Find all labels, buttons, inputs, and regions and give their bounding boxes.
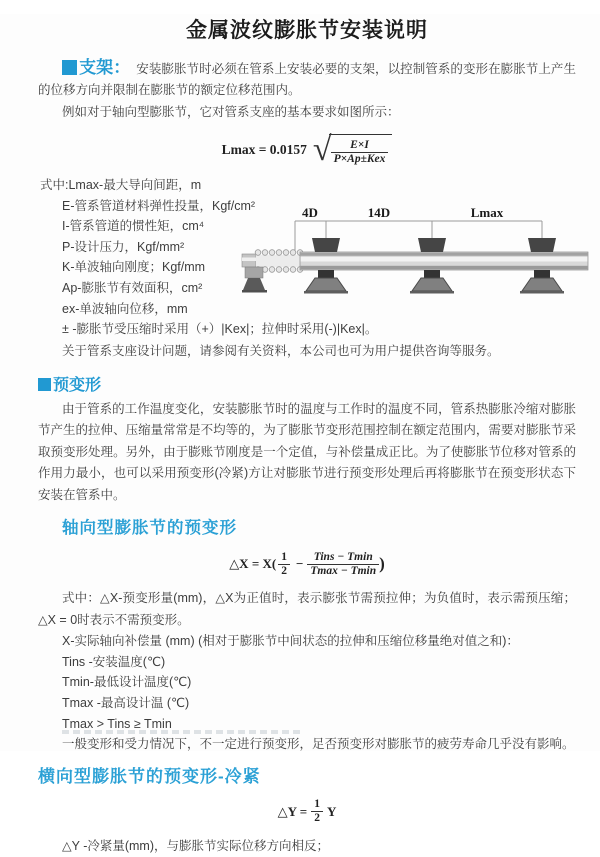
predeform-heading-label: 预变形 <box>53 376 102 394</box>
definition-item: I-管系管道的惯性矩，cm⁴ <box>62 219 205 234</box>
formula-dx-operator: − <box>295 556 304 572</box>
support-intro-text: 安装膨胀节时必须在管系上安装必要的支架，以控制管系的变形在膨胀节上产生的位移方向并限制在膨胀节的额定位移范围内。 <box>38 62 576 97</box>
predeform-section-heading <box>38 372 576 395</box>
definition-item: P-设计压力，Kgf/mm² <box>62 239 185 254</box>
dimension-label: Lmax <box>470 205 504 220</box>
page-title: 金属波纹膨胀节安装说明 <box>186 19 428 42</box>
cutoff-text-sliver <box>62 730 302 734</box>
pipe <box>300 252 588 270</box>
formula-dx-frac-num: Tins − Tmin <box>313 550 373 563</box>
dimension-label: 4D <box>302 205 318 220</box>
note-item: X-实际轴向补偿量 (mm) (相对于膨胀节中间状态的拉伸和压缩位移量绝对值之和)： <box>62 634 519 649</box>
definition-item: ex-单波轴向位移，mm <box>62 301 188 316</box>
formula-dx-half-den: 2 <box>278 564 290 578</box>
support-intro-paragraph <box>38 57 576 101</box>
support-note-line: 关于管系支座设计问题，请参阅有关资料，本公司也可为用户提供咨询等服务。 <box>62 343 500 358</box>
note-item: 一般变形和受力情况下，不一定进行预变形，足否预变形对膨胀节的疲劳寿命几乎没有影响。 <box>62 737 575 752</box>
support-example-line: 例如对于轴向型膨胀节，它对管系支座的基本要求如图所示： <box>62 105 400 119</box>
document-page <box>0 14 600 853</box>
pipe-stub <box>242 254 256 267</box>
pipe-support <box>242 267 267 293</box>
dimension-label: 14D <box>367 205 391 220</box>
formula-dx-half-num: 1 <box>281 550 287 563</box>
formula-lmax-radicand <box>329 134 393 166</box>
formula-lmax-denominator: P×Ap±Kex <box>331 152 389 166</box>
definition-item: 式中:Lmax-最大导向间距，m <box>40 178 202 192</box>
definition-item: E-管系管道材料弹性投量，Kgf/cm² <box>62 198 256 213</box>
definition-item: ± -膨胀节受压缩时采用（+）|Kex|；拉伸时采用(-)|Kex|。 <box>62 322 378 337</box>
definition-item: K-单波轴向刚度；Kgf/mm <box>62 260 206 275</box>
support-heading-label: 支架： <box>79 58 131 77</box>
formula-delta-x <box>38 547 576 581</box>
formula-dy-num: 1 <box>314 798 320 811</box>
formula-lmax-numerator: E×I <box>350 139 369 151</box>
axial-legend-paragraph: 式中：△X-预变形量(mm)，△X为正值时，表示膨张节需预拉伸；为负值时，表示需预压缩；△X = 0时表示不需预变形。 <box>38 591 576 627</box>
lateral-subsection-heading: 横向型膨胀节的预变形-冷紧 <box>38 766 261 786</box>
radical-sign: √ <box>312 131 332 168</box>
formula-dy-den: 2 <box>311 811 323 825</box>
formula-dx-rhs: ) <box>379 554 385 574</box>
formula-delta-y <box>38 797 576 827</box>
formula-lmax <box>38 130 576 170</box>
section-marker-icon <box>38 378 51 391</box>
formula-lmax-lhs: Lmax = 0.0157 <box>221 142 307 157</box>
definition-item: Ap-膨胀节有效面积，cm² <box>62 280 203 295</box>
axial-subsection-heading: 轴向型膨胀节的预变形 <box>62 519 237 538</box>
predeform-paragraph: 由于管系的工作温度变化，安装膨胀节时的温度与工作时的温度不同，管系热膨胀冷缩对膨胀节产生的拉伸、压缩量常常是不均等的，为了膨胀节变形范围控制在额定范围内，需要对膨胀节采取预变形处理。另外，由于膨账节刚度是一个定值，与补偿量成正比。为了使膨胀节位移对管系的作用力最小，也可以采用预变形(冷紧)方让对膨胀节进行预变形处理后再将膨胀节在预变形状态下安装在管系中。 <box>38 401 576 502</box>
note-item: Tmax > Tins ≥ Tmin <box>62 716 172 731</box>
section-marker-icon <box>62 60 77 75</box>
support-requirement-diagram <box>242 206 600 310</box>
note-item: Tmin-最低设计温度(℃) <box>62 675 192 690</box>
formula-dx-lhs: △X = X( <box>229 556 277 572</box>
lateral-note-line: △Y -冷紧量(mm)，与膨胀节实际位移方向相反； <box>62 838 330 853</box>
formula-dy-lhs: △Y = <box>277 803 308 819</box>
note-item: Tins -安装温度(℃) <box>62 654 166 669</box>
support-section-heading <box>62 58 130 77</box>
note-item: Tmax -最高设计温 (℃) <box>62 696 190 711</box>
formula-dy-rhs: Y <box>326 803 337 819</box>
formula-dx-frac-den: Tmax − Tmin <box>307 564 379 578</box>
